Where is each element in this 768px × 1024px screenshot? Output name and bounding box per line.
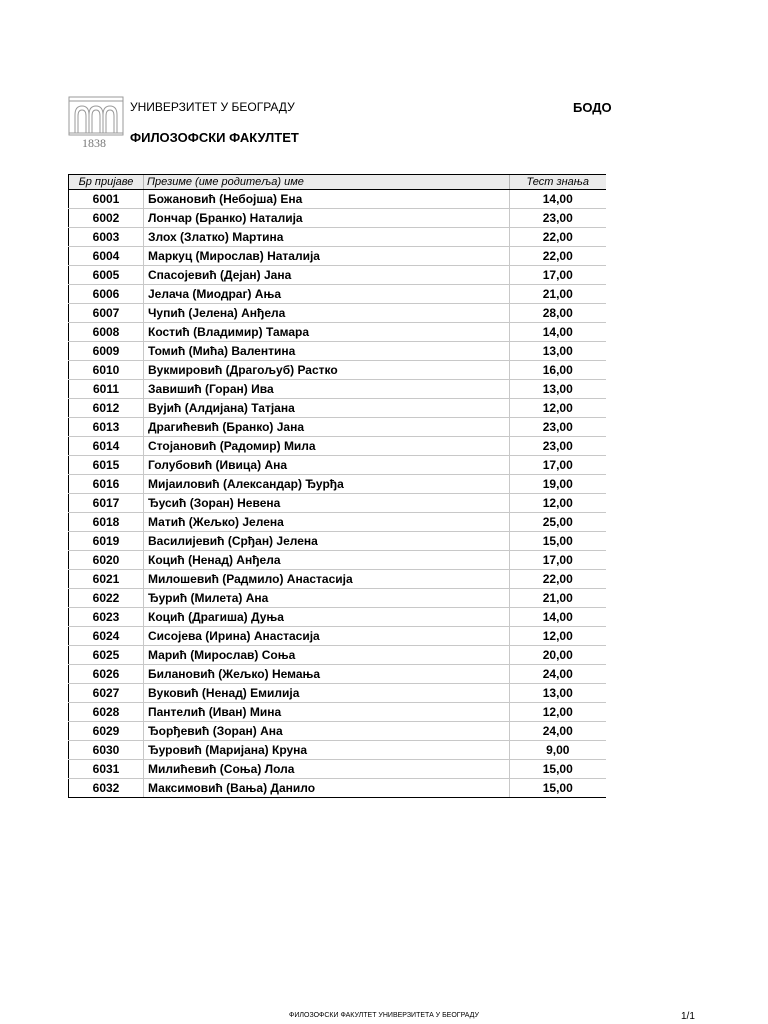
cell-full-name: Ђорђевић (Зоран) Ана bbox=[144, 722, 510, 741]
cell-application-number: 6002 bbox=[69, 209, 144, 228]
column-header-application-number: Бр пријаве bbox=[69, 175, 144, 190]
logo-year: 1838 bbox=[82, 136, 106, 150]
table-row bbox=[69, 608, 606, 627]
building-icon bbox=[68, 95, 124, 137]
results-table bbox=[68, 174, 605, 798]
cell-application-number: 6030 bbox=[69, 741, 144, 760]
cell-full-name: Ђуровић (Маријана) Круна bbox=[144, 741, 510, 760]
cell-application-number: 6029 bbox=[69, 722, 144, 741]
cell-application-number: 6014 bbox=[69, 437, 144, 456]
table-row bbox=[69, 722, 606, 741]
cell-test-score: 17,00 bbox=[510, 456, 606, 475]
table-row bbox=[69, 209, 606, 228]
table-row bbox=[69, 646, 606, 665]
cell-application-number: 6009 bbox=[69, 342, 144, 361]
page-number: 1/1 bbox=[681, 1011, 695, 1022]
cell-application-number: 6027 bbox=[69, 684, 144, 703]
cell-test-score: 17,00 bbox=[510, 266, 606, 285]
table-row bbox=[69, 703, 606, 722]
table-row bbox=[69, 399, 606, 418]
cell-test-score: 12,00 bbox=[510, 627, 606, 646]
cell-application-number: 6011 bbox=[69, 380, 144, 399]
cell-full-name: Чупић (Јелена) Анђела bbox=[144, 304, 510, 323]
cell-application-number: 6017 bbox=[69, 494, 144, 513]
cell-full-name: Вуковић (Ненад) Емилија bbox=[144, 684, 510, 703]
cell-full-name: Ђурић (Милета) Ана bbox=[144, 589, 510, 608]
cell-full-name: Милићевић (Соња) Лола bbox=[144, 760, 510, 779]
table-row bbox=[69, 513, 606, 532]
table-row bbox=[69, 437, 606, 456]
cell-test-score: 19,00 bbox=[510, 475, 606, 494]
cell-test-score: 15,00 bbox=[510, 532, 606, 551]
table-row bbox=[69, 285, 606, 304]
cell-test-score: 20,00 bbox=[510, 646, 606, 665]
cell-test-score: 21,00 bbox=[510, 285, 606, 304]
table-row bbox=[69, 684, 606, 703]
table-row bbox=[69, 665, 606, 684]
column-header-full-name: Презиме (име родитеља) име bbox=[144, 175, 510, 190]
cell-test-score: 21,00 bbox=[510, 589, 606, 608]
cell-full-name: Сисојева (Ирина) Анастасија bbox=[144, 627, 510, 646]
cell-test-score: 9,00 bbox=[510, 741, 606, 760]
cell-test-score: 14,00 bbox=[510, 190, 606, 209]
cell-full-name: Спасојевић (Дејан) Јана bbox=[144, 266, 510, 285]
cell-full-name: Мијаиловић (Александар) Ђурђа bbox=[144, 475, 510, 494]
cell-application-number: 6010 bbox=[69, 361, 144, 380]
cell-application-number: 6001 bbox=[69, 190, 144, 209]
table-row bbox=[69, 589, 606, 608]
cell-full-name: Јелача (Миодраг) Ања bbox=[144, 285, 510, 304]
cell-full-name: Голубовић (Ивица) Ана bbox=[144, 456, 510, 475]
cell-full-name: Томић (Мића) Валентина bbox=[144, 342, 510, 361]
cell-test-score: 24,00 bbox=[510, 665, 606, 684]
cell-test-score: 12,00 bbox=[510, 399, 606, 418]
cell-full-name: Милошевић (Радмило) Анастасија bbox=[144, 570, 510, 589]
cell-application-number: 6012 bbox=[69, 399, 144, 418]
faculty-logo bbox=[68, 95, 124, 137]
column-header-test-score: Тест знања bbox=[510, 175, 606, 190]
cell-full-name: Драгићевић (Бранко) Јана bbox=[144, 418, 510, 437]
footer-text: ФИЛОЗОФСКИ ФАКУЛТЕТ УНИВЕРЗИТЕТА У БЕОГРАДУ bbox=[289, 1012, 479, 1019]
table-row bbox=[69, 779, 606, 798]
cell-test-score: 12,00 bbox=[510, 494, 606, 513]
cell-test-score: 23,00 bbox=[510, 437, 606, 456]
cell-test-score: 14,00 bbox=[510, 608, 606, 627]
table-row bbox=[69, 494, 606, 513]
cell-test-score: 22,00 bbox=[510, 247, 606, 266]
table-row bbox=[69, 551, 606, 570]
cell-test-score: 22,00 bbox=[510, 570, 606, 589]
cell-full-name: Стојановић (Радомир) Мила bbox=[144, 437, 510, 456]
cell-full-name: Злох (Златко) Мартина bbox=[144, 228, 510, 247]
cell-full-name: Завишић (Горан) Ива bbox=[144, 380, 510, 399]
cell-application-number: 6024 bbox=[69, 627, 144, 646]
cell-full-name: Пантелић (Иван) Мина bbox=[144, 703, 510, 722]
table-row bbox=[69, 418, 606, 437]
cell-application-number: 6025 bbox=[69, 646, 144, 665]
cell-test-score: 14,00 bbox=[510, 323, 606, 342]
cell-full-name: Матић (Жељко) Јелена bbox=[144, 513, 510, 532]
cell-application-number: 6028 bbox=[69, 703, 144, 722]
cell-test-score: 13,00 bbox=[510, 380, 606, 399]
cell-test-score: 23,00 bbox=[510, 418, 606, 437]
cell-full-name: Коцић (Ненад) Анђела bbox=[144, 551, 510, 570]
cell-application-number: 6018 bbox=[69, 513, 144, 532]
cell-application-number: 6026 bbox=[69, 665, 144, 684]
table-row bbox=[69, 532, 606, 551]
cell-full-name: Коцић (Драгиша) Дуња bbox=[144, 608, 510, 627]
cell-full-name: Костић (Владимир) Тамара bbox=[144, 323, 510, 342]
table-row bbox=[69, 342, 606, 361]
cell-full-name: Ђусић (Зоран) Невена bbox=[144, 494, 510, 513]
cell-application-number: 6005 bbox=[69, 266, 144, 285]
table-row bbox=[69, 627, 606, 646]
table-header-row bbox=[69, 175, 606, 190]
cell-application-number: 6007 bbox=[69, 304, 144, 323]
table-row bbox=[69, 247, 606, 266]
cell-application-number: 6008 bbox=[69, 323, 144, 342]
cell-test-score: 13,00 bbox=[510, 342, 606, 361]
cell-full-name: Вукмировић (Драгољуб) Растко bbox=[144, 361, 510, 380]
faculty-name: ФИЛОЗОФСКИ ФАКУЛТЕТ bbox=[130, 130, 299, 145]
cell-full-name: Вујић (Алдијана) Татјана bbox=[144, 399, 510, 418]
cell-application-number: 6022 bbox=[69, 589, 144, 608]
cell-test-score: 12,00 bbox=[510, 703, 606, 722]
cell-application-number: 6032 bbox=[69, 779, 144, 798]
table-row bbox=[69, 380, 606, 399]
table-row bbox=[69, 570, 606, 589]
cell-application-number: 6013 bbox=[69, 418, 144, 437]
cell-application-number: 6016 bbox=[69, 475, 144, 494]
table-row bbox=[69, 475, 606, 494]
cell-full-name: Билановић (Жељко) Немања bbox=[144, 665, 510, 684]
cell-full-name: Марић (Мирослав) Соња bbox=[144, 646, 510, 665]
cell-test-score: 17,00 bbox=[510, 551, 606, 570]
cell-test-score: 22,00 bbox=[510, 228, 606, 247]
cell-test-score: 24,00 bbox=[510, 722, 606, 741]
cell-application-number: 6031 bbox=[69, 760, 144, 779]
cell-test-score: 13,00 bbox=[510, 684, 606, 703]
cell-application-number: 6006 bbox=[69, 285, 144, 304]
cell-test-score: 23,00 bbox=[510, 209, 606, 228]
cell-application-number: 6023 bbox=[69, 608, 144, 627]
table-row bbox=[69, 361, 606, 380]
cell-test-score: 15,00 bbox=[510, 760, 606, 779]
cell-full-name: Маркуц (Мирослав) Наталија bbox=[144, 247, 510, 266]
cell-application-number: 6021 bbox=[69, 570, 144, 589]
cell-application-number: 6019 bbox=[69, 532, 144, 551]
table-row bbox=[69, 456, 606, 475]
cell-application-number: 6015 bbox=[69, 456, 144, 475]
cell-test-score: 25,00 bbox=[510, 513, 606, 532]
table-row bbox=[69, 266, 606, 285]
cell-test-score: 15,00 bbox=[510, 779, 606, 798]
cell-test-score: 28,00 bbox=[510, 304, 606, 323]
university-name: УНИВЕРЗИТЕТ У БЕОГРАДУ bbox=[130, 100, 295, 114]
table-row bbox=[69, 304, 606, 323]
table-row bbox=[69, 760, 606, 779]
table-row bbox=[69, 190, 606, 209]
cell-application-number: 6004 bbox=[69, 247, 144, 266]
cell-full-name: Божановић (Небојша) Ена bbox=[144, 190, 510, 209]
table-row bbox=[69, 323, 606, 342]
cell-application-number: 6003 bbox=[69, 228, 144, 247]
table-row bbox=[69, 741, 606, 760]
cell-application-number: 6020 bbox=[69, 551, 144, 570]
cell-test-score: 16,00 bbox=[510, 361, 606, 380]
cell-full-name: Лончар (Бранко) Наталија bbox=[144, 209, 510, 228]
document-title: БОДО bbox=[573, 100, 612, 115]
cell-full-name: Максимовић (Вања) Данило bbox=[144, 779, 510, 798]
table-row bbox=[69, 228, 606, 247]
cell-full-name: Василијевић (Срђан) Јелена bbox=[144, 532, 510, 551]
